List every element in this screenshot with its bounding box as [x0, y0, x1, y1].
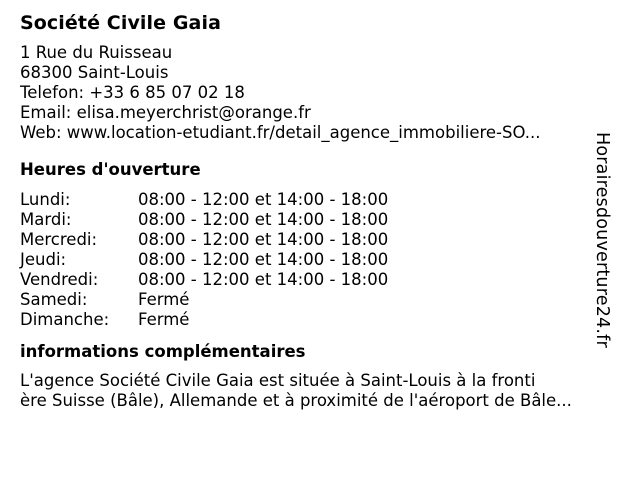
hours-row-jeudi [20, 250, 610, 270]
hours-time: 08:00 - 12:00 et 14:00 - 18:00 [138, 250, 389, 269]
hours-time: 08:00 - 12:00 et 14:00 - 18:00 [138, 230, 389, 249]
hours-row-mercredi [20, 230, 610, 250]
hours-time: 08:00 - 12:00 et 14:00 - 18:00 [138, 190, 389, 209]
hours-row-samedi [20, 290, 610, 310]
hours-day: Samedi: [20, 290, 88, 309]
hours-day: Dimanche: [20, 310, 110, 329]
hours-heading: Heures d'ouverture [20, 160, 201, 179]
description-line: L'agence Société Civile Gaia est située à Saint-Louis à la fronti [20, 371, 536, 390]
address-city: 68300 Saint-Louis [20, 63, 169, 82]
address-street: 1 Rue du Ruisseau [20, 43, 173, 62]
hours-day: Jeudi: [20, 250, 67, 269]
description-line: ère Suisse (Bâle), Allemande et à proximité de l'aéroport de Bâle... [20, 391, 572, 410]
hours-time: 08:00 - 12:00 et 14:00 - 18:00 [138, 270, 389, 289]
business-card [20, 11, 610, 411]
contact-block [20, 43, 610, 143]
hours-time: Fermé [138, 310, 190, 329]
hours-day: Vendredi: [20, 270, 99, 289]
hours-day: Mercredi: [20, 230, 98, 249]
email-line: Email: elisa.meyerchrist@orange.fr [20, 103, 311, 122]
hours-day: Lundi: [20, 190, 71, 209]
hours-day: Mardi: [20, 210, 72, 229]
hours-row-vendredi [20, 270, 610, 290]
web-line: Web: www.location-etudiant.fr/detail_agence_immobiliere-SO... [20, 123, 541, 142]
hours-row-dimanche [20, 310, 610, 330]
description [20, 371, 610, 411]
hours-list [20, 190, 610, 330]
company-name: Société Civile Gaia [20, 12, 222, 34]
hours-time: Fermé [138, 290, 190, 309]
hours-time: 08:00 - 12:00 et 14:00 - 18:00 [138, 210, 389, 229]
site-watermark: Horairesdouverture24.fr [592, 132, 612, 348]
hours-row-mardi [20, 210, 610, 230]
phone-line: Telefon: +33 6 85 07 02 18 [20, 83, 245, 102]
hours-row-lundi [20, 190, 610, 210]
info-heading: informations complémentaires [20, 342, 306, 361]
